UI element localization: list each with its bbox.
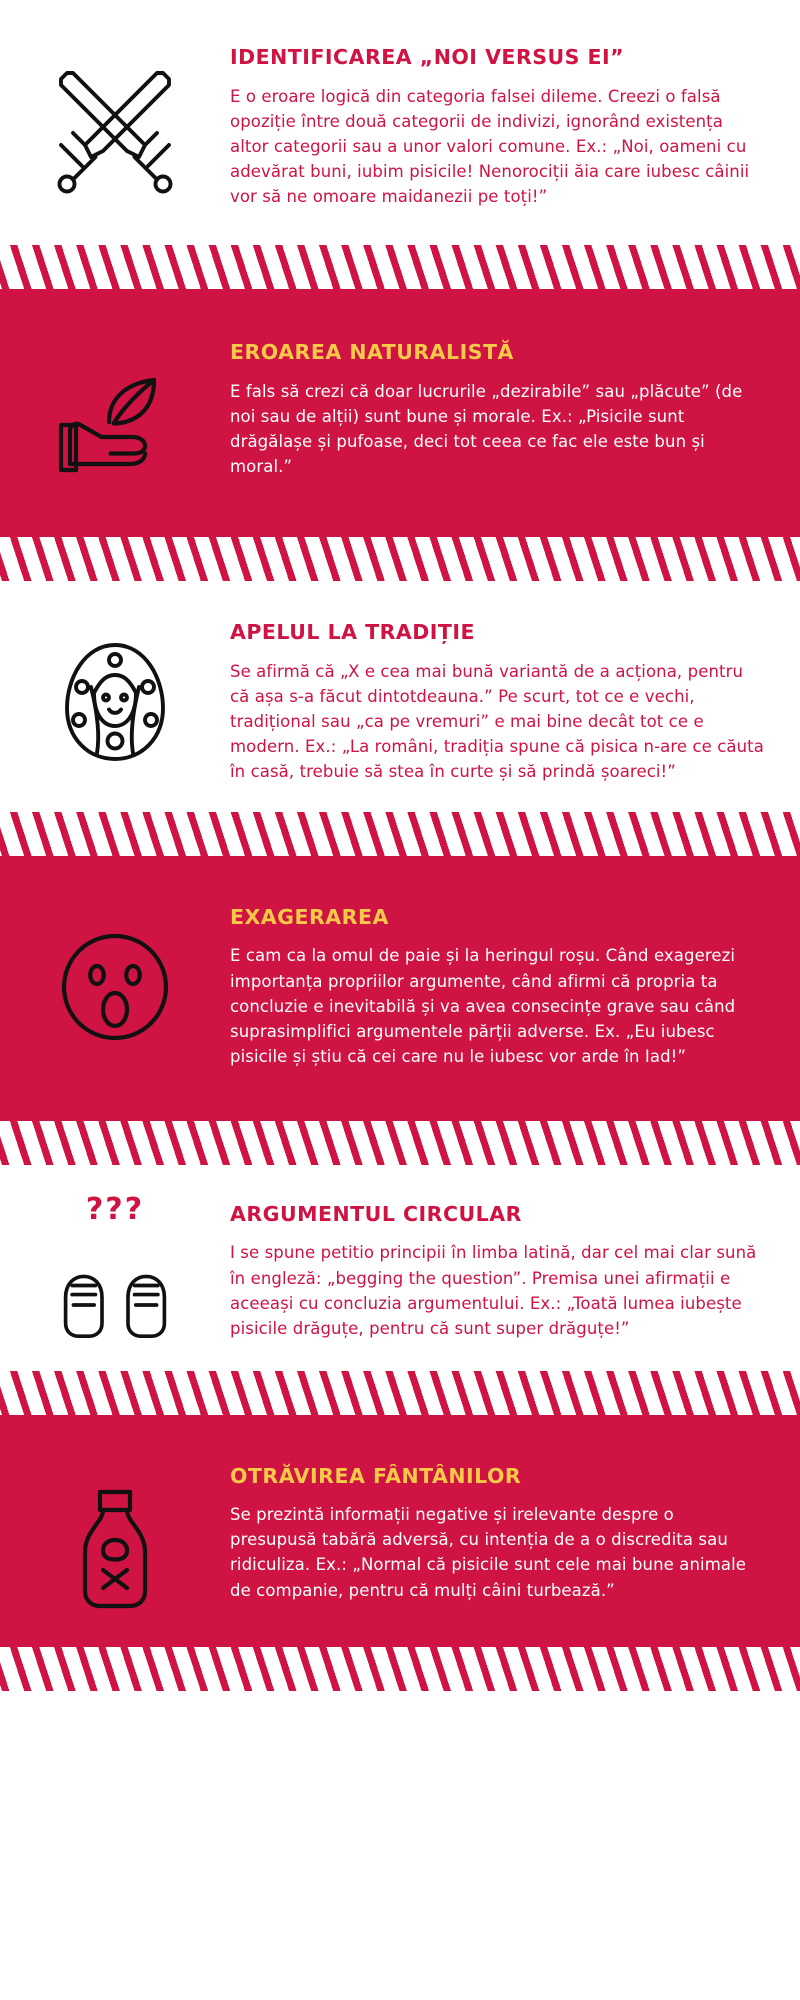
text-column xyxy=(230,1443,800,1621)
section-eroarea-naturalista xyxy=(0,289,800,537)
raised-fists-icon xyxy=(50,1227,180,1357)
separator-stripe xyxy=(0,537,800,581)
text-column xyxy=(230,319,800,497)
section-title: APELUL LA TRADIȚIE xyxy=(230,619,476,644)
section-argumentul-circular xyxy=(0,1165,800,1359)
crossed-swords-icon xyxy=(40,52,190,202)
hatch-pattern xyxy=(0,812,800,856)
poison-bottle-icon xyxy=(40,1471,190,1621)
question-marks-label: ??? xyxy=(85,1191,145,1227)
icon-column xyxy=(0,1443,230,1621)
hatch-pattern xyxy=(0,1121,800,1165)
hatch-pattern xyxy=(0,1371,800,1415)
icon-column xyxy=(0,599,230,777)
section-body: E fals să crezi că doar lucrurile „dezirabile” sau „plăcute” (de noi sau de alții) sunt bune și morale. Ex.: „Pisicile sunt drăgălașe și pufoase, deci tot ceea ce fac ele este bun și moral.” xyxy=(230,381,743,476)
hatch-pattern xyxy=(0,245,800,289)
text-column xyxy=(230,599,800,802)
hatch-pattern xyxy=(0,1647,800,1691)
section-apelul-la-traditie xyxy=(0,581,800,802)
separator-stripe xyxy=(0,1371,800,1415)
icon-column xyxy=(0,884,230,1062)
section-exagerarea xyxy=(0,856,800,1121)
icon-column xyxy=(0,1181,230,1357)
icon-column xyxy=(0,319,230,497)
section-title: EXAGERAREA xyxy=(230,904,389,929)
text-column xyxy=(230,1181,800,1359)
separator-stripe xyxy=(0,812,800,856)
text-column xyxy=(230,884,800,1087)
text-column xyxy=(230,24,800,227)
section-body: E cam ca la omul de paie și la heringul roșu. Când exagerezi importanța propriilor argumente, când afirmi că propria ta concluzie e inevitabilă și va avea consecințe grave sau când suprasimplifici argumentele părții adverse. Ex. „Eu iubesc pisicile și știu că cei care nu le iubesc vor arde în Iad!” xyxy=(230,946,736,1066)
section-title: OTRĂVIREA FÂNTÂNILOR xyxy=(230,1463,522,1488)
section-title: IDENTIFICAREA „NOI VERSUS EI” xyxy=(230,45,625,69)
hand-with-leaf-icon xyxy=(40,347,190,497)
separator-stripe-bottom xyxy=(0,1647,800,1691)
separator-stripe xyxy=(0,245,800,289)
section-body: I se spune petitio principii în limba latină, dar cel mai clar sună în engleză: „begging the question”. Premisa unei afirmații e aceeași cu concluzia argumentului. Ex.: „Toată lumea iubește pisicile drăguțe, pentru că sunt super drăguțe!” xyxy=(230,1243,757,1338)
section-otravirea-fantanilor xyxy=(0,1415,800,1647)
section-title: EROAREA NATURALISTĂ xyxy=(230,339,514,364)
section-body: E o eroare logică din categoria falsei dileme. Creezi o falsă opoziție între două categorii de indivizi, ignorând existența altor categorii sau a unor valori comune. Ex.: „Noi, oameni cu adevărat buni, iubim pisicile! Nenorociții ăia care iubesc câinii vor să ne omoare maidanezii pe toți!” xyxy=(230,86,750,206)
section-noi-versus-ei xyxy=(0,0,800,227)
section-body: Se prezintă informații negative și irelevante despre o presupusă tabără adversă, cu intenția de a o discredita sau ridiculiza. Ex.: „Normal că pisicile sunt cele mai bune animale de companie, pentru că mulți câini turbează.” xyxy=(230,1505,747,1600)
shocked-face-icon xyxy=(40,912,190,1062)
hatch-pattern xyxy=(0,537,800,581)
section-body: Se afirmă că „X e cea mai bună variantă de a acționa, pentru că așa s-a făcut dintotdeauna.” Pe scurt, tot ce e vechi, tradițional sau „ca pe vremuri” e mai bine decât tot ce e modern. Ex.: „La români, tradiția spune că pisica n-are ce căuta în casă, trebuie să stea în curte și să prindă șoareci!” xyxy=(230,661,764,781)
separator-stripe xyxy=(0,1121,800,1165)
icon-column xyxy=(0,24,230,202)
section-title: ARGUMENTUL CIRCULAR xyxy=(230,1201,522,1226)
matryoshka-doll-icon xyxy=(40,627,190,777)
